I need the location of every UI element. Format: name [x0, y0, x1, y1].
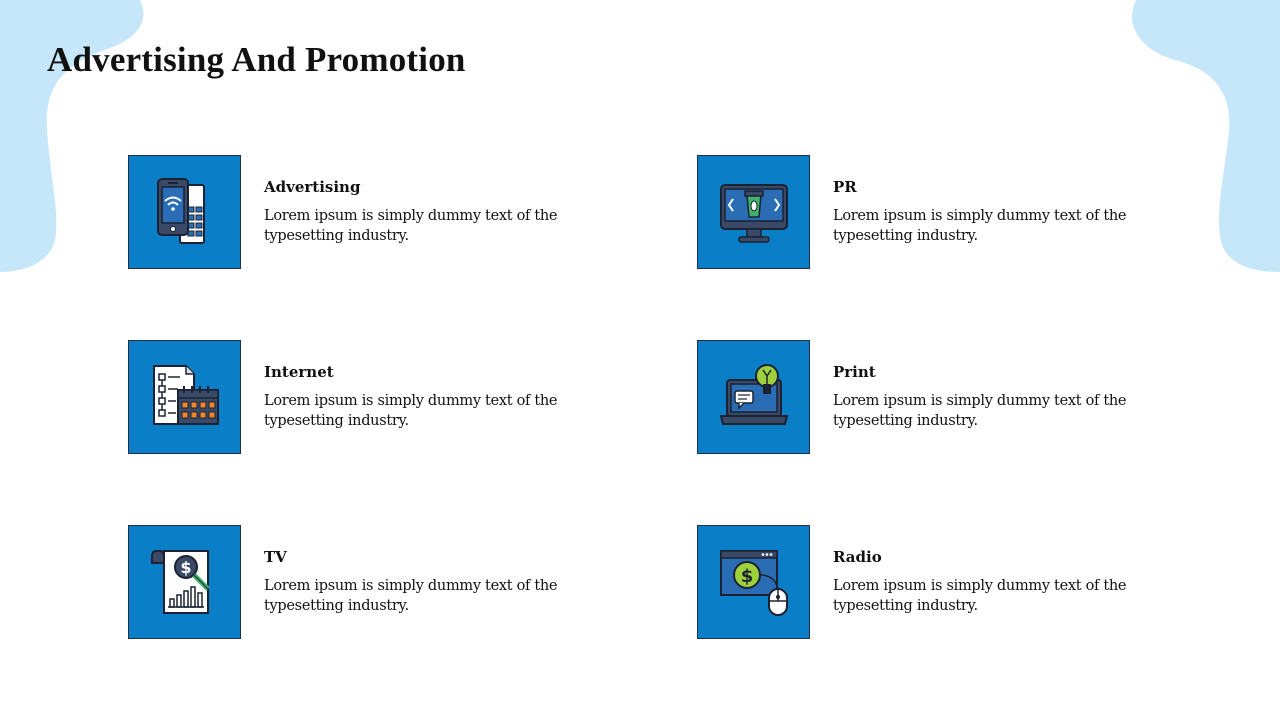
icon-tile: [128, 340, 241, 454]
item-title: Internet: [264, 363, 334, 381]
item-radio: [697, 525, 1217, 639]
item-pr: [697, 155, 1217, 269]
item-description: Lorem ipsum is simply dummy text of the typesetting industry.: [264, 393, 558, 429]
dollar-report-icon: [150, 547, 220, 617]
item-title: Advertising: [264, 178, 361, 196]
icon-tile: [697, 155, 810, 269]
item-title: PR: [833, 178, 857, 196]
slide-title: Advertising And Promotion: [47, 40, 466, 79]
icon-tile: [128, 525, 241, 639]
item-description: Lorem ipsum is simply dummy text of the typesetting industry.: [833, 578, 1127, 614]
item-description: Lorem ipsum is simply dummy text of the typesetting industry.: [264, 578, 558, 614]
item-title: TV: [264, 548, 287, 566]
icon-tile: [128, 155, 241, 269]
checklist-calendar-icon: [150, 362, 220, 432]
monitor-coffee-icon: [719, 177, 789, 247]
laptop-idea-icon: [719, 362, 789, 432]
online-payment-icon: [719, 547, 789, 617]
item-description: Lorem ipsum is simply dummy text of the typesetting industry.: [833, 393, 1127, 429]
item-title: Radio: [833, 548, 882, 566]
item-title: Print: [833, 363, 876, 381]
icon-tile: [697, 525, 810, 639]
svg-text:$: $: [740, 566, 753, 587]
mobile-phone-icon: [150, 177, 220, 247]
item-tv: [128, 525, 648, 639]
item-description: Lorem ipsum is simply dummy text of the typesetting industry.: [264, 208, 558, 244]
svg-text:$: $: [179, 558, 192, 577]
icon-tile: [697, 340, 810, 454]
item-advertising: [128, 155, 648, 269]
item-print: [697, 340, 1217, 454]
item-description: Lorem ipsum is simply dummy text of the typesetting industry.: [833, 208, 1127, 244]
item-internet: [128, 340, 648, 454]
